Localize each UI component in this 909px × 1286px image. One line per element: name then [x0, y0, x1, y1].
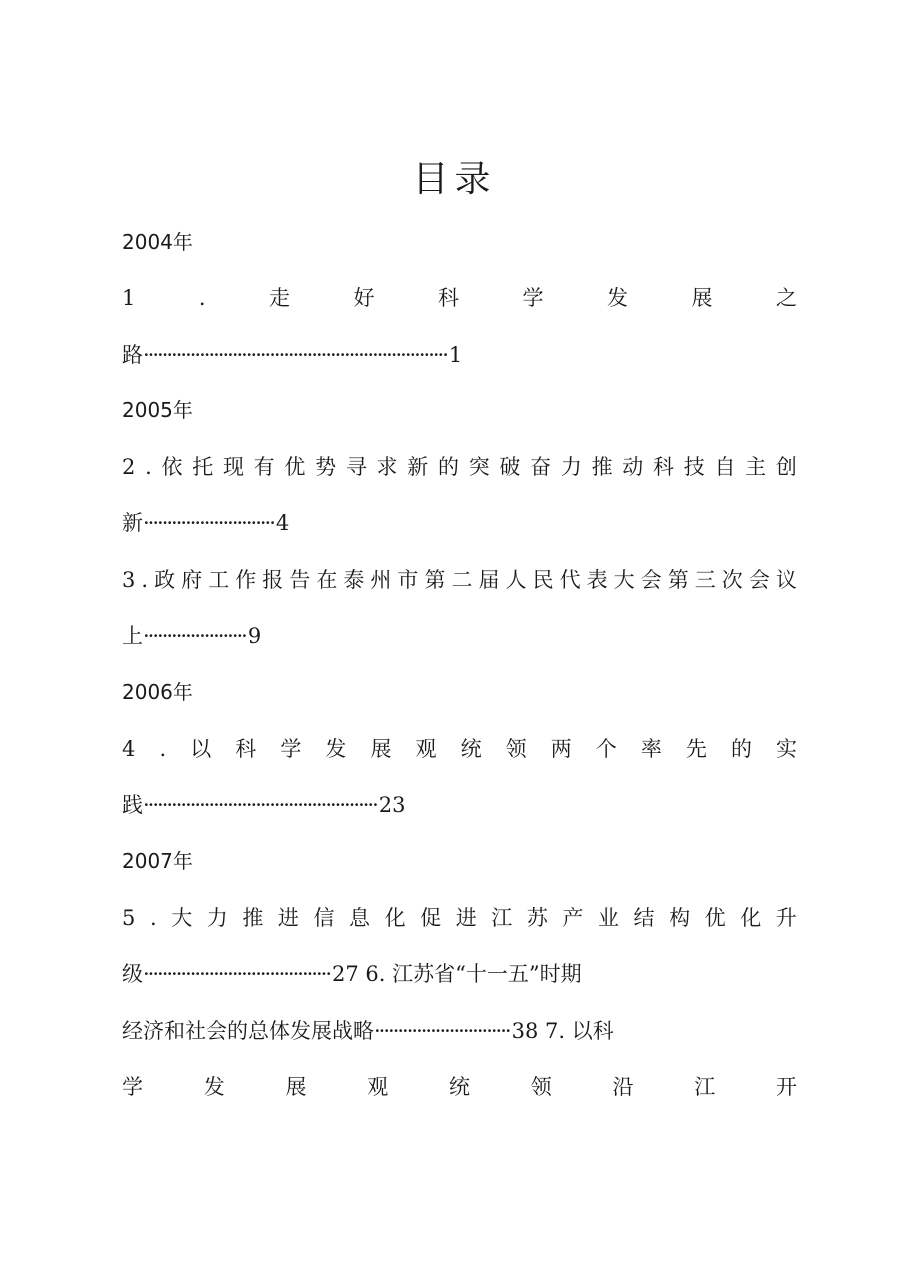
toc-entry-5-line2 [122, 959, 797, 989]
toc-char: 产 [562, 906, 584, 930]
toc-char: 次 [721, 568, 743, 592]
toc-char: 民 [532, 568, 554, 592]
toc-char: 告 [289, 568, 311, 592]
toc-char: 进 [277, 906, 299, 930]
toc-char: 科 [653, 455, 674, 479]
toc-char: 科 [438, 286, 459, 310]
leader-dots: ·················································· [143, 793, 377, 817]
toc-entry-end-char: 新 [122, 511, 143, 535]
toc-entry-5-line1 [122, 903, 797, 933]
toc-char: 之 [775, 286, 797, 310]
toc-entry-2-line1 [122, 452, 797, 482]
toc-char: 动 [622, 455, 644, 479]
toc-char: 进 [455, 906, 477, 930]
page-number: 4 [275, 511, 290, 535]
toc-char: 泰 [343, 568, 365, 592]
toc-entry-text: 经济和社会的总体发展战略 [122, 1019, 374, 1043]
toc-char: 学 [280, 737, 302, 761]
toc-char: 展 [691, 286, 713, 310]
toc-char: . [159, 737, 167, 761]
toc-char: 先 [685, 737, 707, 761]
toc-char: 推 [591, 455, 613, 479]
toc-char: 力 [560, 455, 582, 479]
toc-char: 率 [640, 737, 662, 761]
toc-char: 开 [776, 1075, 797, 1099]
toc-entry-end-char: 践 [122, 793, 143, 817]
toc-char: 第 [424, 568, 446, 592]
toc-char: 江 [491, 906, 513, 930]
toc-char: 市 [397, 568, 419, 592]
year-heading-2007: 2007年 [122, 849, 193, 873]
toc-entry-end-char: 上 [122, 624, 143, 648]
toc-entry-3-line2 [122, 621, 797, 651]
toc-char: 现 [222, 455, 244, 479]
toc-char: 5 [122, 906, 136, 930]
toc-char: 奋 [530, 455, 552, 479]
toc-char: . [141, 568, 149, 592]
toc-entry-4-line1 [122, 734, 797, 764]
leader-dots: ····························· [374, 1019, 510, 1043]
toc-entry-7-line1 [122, 1072, 797, 1102]
toc-char: 大 [171, 906, 193, 930]
leader-dots: ································································· [143, 343, 447, 367]
toc-char: 优 [284, 455, 306, 479]
toc-char: 报 [262, 568, 284, 592]
toc-char: 学 [522, 286, 544, 310]
toc-char: 人 [505, 568, 527, 592]
toc-char: 化 [384, 906, 406, 930]
toc-char: 沿 [612, 1075, 634, 1099]
year-heading-2004: 2004年 [122, 230, 193, 254]
toc-char: 3 [122, 568, 136, 592]
toc-char: 结 [633, 906, 655, 930]
toc-char: 会 [748, 568, 770, 592]
toc-char: 领 [530, 1075, 552, 1099]
toc-char: 个 [595, 737, 617, 761]
toc-char: 会 [640, 568, 662, 592]
toc-char: 科 [235, 737, 257, 761]
toc-entry-3-line1 [122, 565, 797, 595]
toc-entry-end-char: 级 [122, 962, 143, 986]
toc-char: 有 [253, 455, 275, 479]
toc-char: 新 [407, 455, 429, 479]
toc-entry-4-line2 [122, 790, 797, 820]
leader-dots: ···························· [143, 511, 274, 535]
toc-char: 推 [242, 906, 264, 930]
toc-char: 政 [154, 568, 176, 592]
toc-char: 发 [325, 737, 347, 761]
toc-char: 江 [694, 1075, 716, 1099]
page-number: 23 [378, 793, 406, 817]
toc-char: . [198, 286, 206, 310]
toc-char: 领 [505, 737, 527, 761]
toc-char: 升 [775, 906, 797, 930]
toc-char: 展 [285, 1075, 307, 1099]
page-number: 1 [448, 343, 463, 367]
toc-char: 三 [694, 568, 716, 592]
toc-char: 托 [192, 455, 214, 479]
toc-char: 工 [208, 568, 230, 592]
toc-char: 发 [203, 1075, 225, 1099]
toc-char: 的 [437, 455, 459, 479]
toc-char: 好 [353, 286, 375, 310]
toc-char: 求 [376, 455, 398, 479]
toc-entry-2-line2 [122, 508, 797, 538]
toc-char: 促 [420, 906, 442, 930]
toc-char: 代 [559, 568, 581, 592]
toc-continuation-line [122, 1016, 797, 1046]
leader-dots: ········································ [143, 962, 331, 986]
toc-char: 优 [704, 906, 726, 930]
toc-char: 府 [181, 568, 203, 592]
toc-char: 两 [550, 737, 572, 761]
toc-char: . [145, 455, 152, 479]
toc-char: 1 [122, 286, 136, 310]
toc-char: 在 [316, 568, 338, 592]
toc-char: 技 [683, 455, 705, 479]
toc-char: 展 [370, 737, 392, 761]
toc-char: 大 [613, 568, 635, 592]
page-number: 38 7. 以科 [511, 1019, 614, 1043]
toc-char: 自 [714, 455, 736, 479]
toc-char: 创 [775, 455, 797, 479]
toc-char: 破 [499, 455, 521, 479]
toc-char: 2 [122, 455, 136, 479]
toc-char: 业 [597, 906, 619, 930]
toc-char: 学 [122, 1075, 143, 1099]
year-heading-2005: 2005年 [122, 398, 193, 422]
toc-char: 息 [349, 906, 370, 930]
page-number: 9 [247, 624, 262, 648]
toc-entry-1-line1 [122, 283, 797, 313]
toc-char: 以 [190, 737, 212, 761]
year-heading-2006: 2006年 [122, 680, 193, 704]
toc-char: 第 [667, 568, 689, 592]
page-number: 27 6. 江苏省“十一五”时期 [332, 962, 582, 986]
toc-char: 信 [313, 906, 335, 930]
toc-char: 突 [468, 455, 490, 479]
toc-char: 寻 [345, 455, 367, 479]
toc-char: 苏 [526, 906, 548, 930]
toc-char: 议 [775, 568, 797, 592]
toc-char: 观 [367, 1075, 389, 1099]
toc-char: 走 [269, 286, 291, 310]
page-title: 目录 [412, 159, 497, 200]
toc-char: 势 [315, 455, 337, 479]
leader-dots: ······················ [143, 624, 246, 648]
toc-char: . [149, 906, 157, 930]
toc-char: 主 [745, 455, 767, 479]
toc-entry-end-char: 路 [122, 343, 143, 367]
toc-char: 依 [161, 455, 183, 479]
toc-entry-1-line2 [122, 340, 797, 370]
toc-char: 届 [478, 568, 500, 592]
toc-char: 统 [460, 737, 482, 761]
toc-char: 统 [449, 1075, 470, 1099]
toc-char: 表 [586, 568, 608, 592]
toc-char: 的 [730, 737, 752, 761]
toc-char: 二 [451, 568, 473, 592]
toc-char: 构 [669, 906, 691, 930]
toc-char: 4 [122, 737, 136, 761]
toc-char: 州 [370, 568, 392, 592]
toc-char: 作 [235, 568, 257, 592]
toc-char: 实 [776, 737, 797, 761]
toc-char: 力 [206, 906, 228, 930]
toc-char: 发 [606, 286, 628, 310]
toc-char: 化 [740, 906, 762, 930]
toc-char: 观 [415, 737, 437, 761]
